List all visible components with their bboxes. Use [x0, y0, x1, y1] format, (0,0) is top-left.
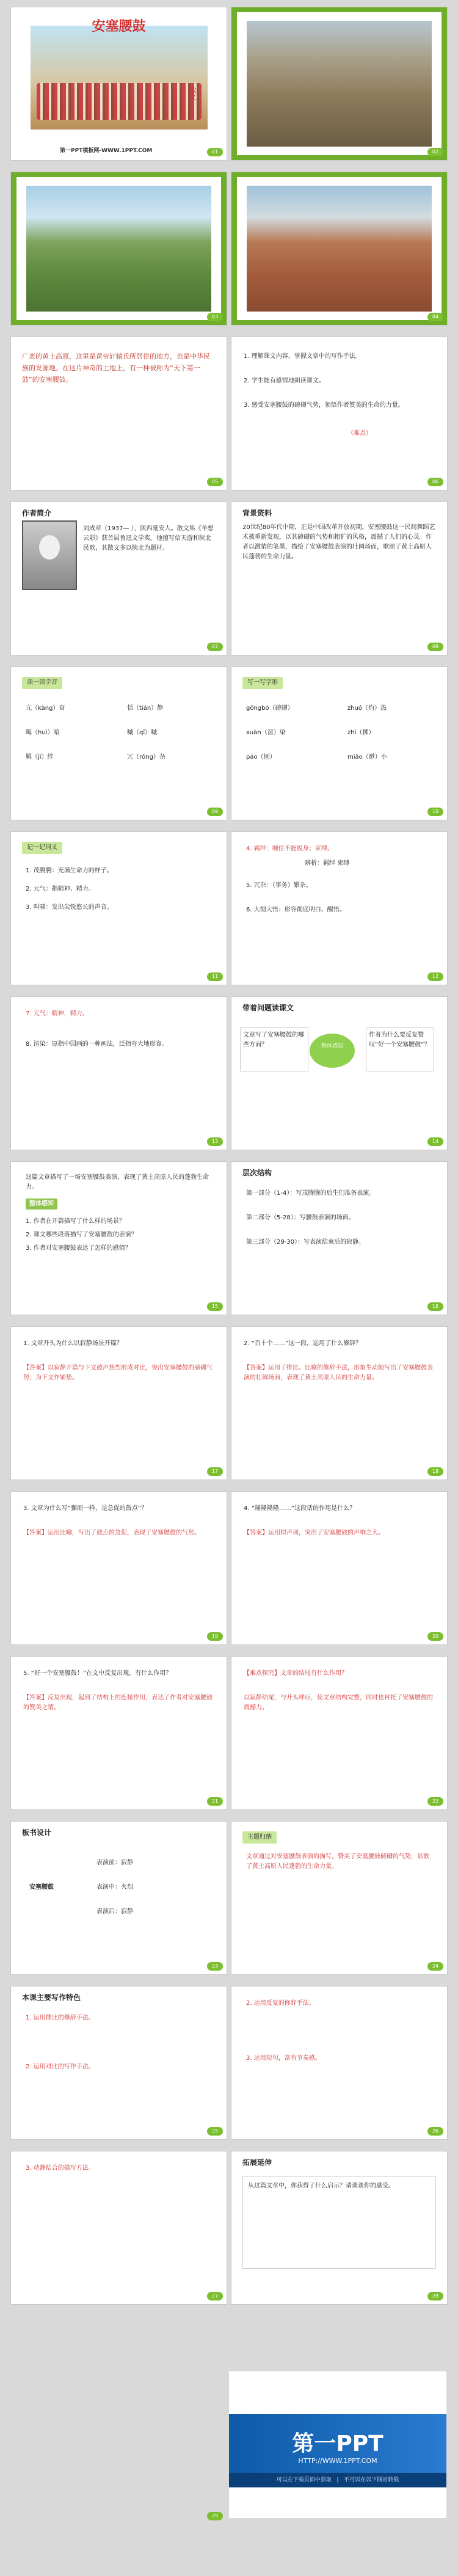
- page-number: 05: [207, 478, 223, 486]
- answer-text: 【答案】以寂静开篇与下文鼓声热烈形成对比，突出安塞腰鼓的磅礴气势，为下文作铺垫。: [23, 1365, 213, 1381]
- slide-features-3: [11, 2151, 227, 2304]
- vocab-4: 4. 羁绊：缠住不能脱身；束缚。: [246, 845, 333, 852]
- perception-q3: 3. 作者对安塞腰鼓表达了怎样的感情？: [26, 1245, 131, 1252]
- char-4: 嘁（qī）嘁: [127, 729, 158, 736]
- page-number: 21: [207, 1797, 223, 1806]
- char-6: 冗（rǒng）杂: [127, 754, 165, 761]
- goal-1: 1. 理解课文内容，掌握文章中的写作手法。: [244, 353, 362, 360]
- cover-photo: [31, 26, 208, 130]
- slide-features-2: [231, 1987, 447, 2139]
- slide-q6: [231, 1657, 447, 1809]
- slide-q4: [231, 1492, 447, 1644]
- goal-2: 2. 学生能有感情地朗读课文。: [244, 378, 325, 384]
- page-number: 02: [427, 148, 443, 156]
- cover-footer: 第一PPT模板网-WWW.1PPT.COM: [60, 148, 153, 154]
- word-1: gōngbó（磅礴）: [246, 705, 294, 712]
- structure-part-1: 第一部分（1-4）：写茂腾腾的后生们准备表演。: [246, 1190, 376, 1197]
- feature-4: 3. 运用短句，富有节奏感。: [246, 2055, 321, 2062]
- page-number: 24: [427, 1962, 443, 1971]
- slide-cover: [11, 7, 227, 160]
- strip-left: 可以在下载页面中获取: [276, 2477, 332, 2483]
- slide-background: [231, 502, 447, 655]
- question-1: 文章写了安塞腰鼓的哪些方面？: [243, 1032, 304, 1048]
- question-text: 1. 文章开头为什么以寂静场景开篇？: [23, 1340, 123, 1347]
- questions-heading: 带着问题读课文: [242, 1004, 294, 1012]
- page-number: 19: [207, 1632, 223, 1641]
- board-row-3: 表演后：寂静: [96, 1908, 133, 1915]
- page-number: 09: [207, 808, 223, 816]
- perception-q2: 2. 课文哪些段落描写了安塞腰鼓的表演？: [26, 1231, 137, 1238]
- char-5: 羁（jī）绊: [26, 754, 54, 761]
- center-bubble: 整体感知: [310, 1034, 355, 1068]
- page-number: 04: [427, 313, 443, 321]
- perception-intro: 这篇文章描写了一场安塞腰鼓表演，表现了黄土高原人民的蓬勃生命力。: [26, 1174, 209, 1191]
- page-number: 10: [427, 808, 443, 816]
- page-number: 13: [207, 1137, 223, 1146]
- structure-heading: 层次结构: [242, 1169, 272, 1177]
- landscape-photo: [26, 186, 211, 312]
- extension-heading: 拓展延伸: [242, 2158, 272, 2167]
- word-3: xuàn（渲）染: [246, 729, 286, 736]
- vocab-5: 5. 冗杂：（事务）繁杂。: [246, 882, 312, 889]
- question-text: 【难点探究】文章的结尾有什么作用？: [244, 1670, 347, 1677]
- page-number: 29: [207, 2512, 223, 2520]
- cover-subtitle: 散文: [189, 87, 197, 100]
- slide-perception: [11, 1162, 227, 1315]
- feature-2: 2. 运用对比的写作手法。: [26, 2063, 95, 2070]
- landscape-photo: [247, 21, 432, 147]
- slide-vocab-1: [11, 832, 227, 985]
- cover-title: 安塞腰鼓: [92, 19, 146, 34]
- vocab-7: 7. 元气：精神，精力。: [26, 1010, 89, 1017]
- logo-url: HTTP://WWW.1PPT.COM: [298, 2457, 377, 2465]
- vocab-label: 记一记词义: [22, 842, 62, 854]
- structure-part-2: 第二部分（5-28）：写腰鼓表演的场面。: [246, 1214, 355, 1221]
- author-heading: 作者简介: [22, 509, 52, 517]
- page-number: 18: [427, 1467, 443, 1476]
- slide-theme: [231, 1822, 447, 1974]
- features-heading: 本课主要写作特色: [22, 1993, 81, 2002]
- char-3: 晦（huì）暗: [26, 729, 60, 736]
- board-heading: 板书设计: [22, 1828, 52, 1837]
- page-number: 12: [427, 972, 443, 981]
- page-number: 08: [427, 643, 443, 651]
- goal-3: 3. 感受安塞腰鼓的磅礴气势，领悟作者赞美的生命的力量。: [244, 402, 404, 409]
- final-slide-area: [0, 2366, 458, 2525]
- question-text: 2. “百十个……”这一段，运用了什么修辞？: [244, 1340, 362, 1347]
- question-box-1: [240, 1027, 308, 1071]
- page-number: 11: [207, 972, 223, 981]
- page-number: 15: [207, 1302, 223, 1311]
- extension-box: [242, 2176, 436, 2269]
- slide-structure: [231, 1162, 447, 1315]
- vocab-note: 辨析：羁绊 束缚: [305, 860, 350, 867]
- question-box-2: [366, 1027, 434, 1071]
- logo-strip: 可以在下载页面中获取 | 不可以在以下网站转载: [229, 2473, 446, 2487]
- background-text: 20世纪80年代中期，正是中国改革开放初期，安塞腰鼓这一民间舞蹈艺术被重新发现，以其磅礴的气势和粗犷的风格，震撼了人们的心灵。作者以激情的笔墨，描绘了安塞腰鼓表演的壮阔场面，歌颂了黄土高原人民蓬勃的生命力量。: [242, 524, 435, 560]
- page-number: 28: [427, 2292, 443, 2301]
- page-number: 14: [427, 1137, 443, 1146]
- perception-q1: 1. 作者在开篇描写了什么样的场景？: [26, 1218, 125, 1225]
- vocab-8: 8. 渲染：原指中国画的一种画法，泛指夸大地形容。: [26, 1041, 168, 1048]
- answer-text: 【答案】反复出现，起到了结构上的连接作用，表达了作者对安塞腰鼓的赞美之情。: [23, 1695, 213, 1711]
- question-text: 5. “好一个安塞腰鼓！”在文中反复出现，有什么作用？: [23, 1670, 172, 1677]
- slide-features-1: [11, 1987, 227, 2139]
- board-center: 安塞腰鼓: [29, 1884, 54, 1891]
- slide-goals: [231, 337, 447, 490]
- word-4: zhì（掷）: [347, 729, 375, 736]
- slide-q5: [11, 1657, 227, 1809]
- page-number: 22: [427, 1797, 443, 1806]
- theme-text: 文章通过对安塞腰鼓表演的描写，赞美了安塞腰鼓磅礴的气势，讴歌了黄土高原人民蓬勃的生命力量。: [246, 1853, 429, 1870]
- answer-text: 【答案】运用比喻，写出了鼓点的急促，表现了安塞腰鼓的气势。: [23, 1530, 200, 1536]
- slide-vocab-2: [231, 832, 447, 985]
- perception-label: 整体感知: [26, 1199, 57, 1210]
- slide-writing: [231, 667, 447, 820]
- slide-vocab-3: [11, 997, 227, 1150]
- background-heading: 背景资料: [242, 509, 272, 517]
- board-row-1: 表演前：寂静: [96, 1859, 133, 1866]
- feature-3: 2. 运用反复的修辞手法。: [246, 2000, 315, 2007]
- page-number: 17: [207, 1467, 223, 1476]
- page-number: 27: [207, 2292, 223, 2301]
- question-text: 4. “隆隆隆隆……”这段话的作用是什么？: [244, 1505, 356, 1512]
- vocab-3: 3. 叫啸：发出尖锐悠长的声音。: [26, 904, 113, 911]
- word-5: páo（刨）: [246, 754, 276, 761]
- landscape-photo: [247, 186, 432, 312]
- slide-questions: [231, 997, 447, 1150]
- answer-text: 以寂静结尾，与开头呼应，使文章结构完整，同时也衬托了安塞腰鼓的震撼力。: [244, 1695, 433, 1711]
- logo-text: 第一PPT: [292, 2431, 383, 2456]
- question-2: 作者为什么要反复赞叹“好一个安塞腰鼓”？: [369, 1032, 431, 1048]
- page-number: 26: [427, 2127, 443, 2136]
- slide-extension: [231, 2151, 447, 2304]
- char-2: 恬（tián）静: [127, 705, 164, 712]
- question-text: 3. 文章为什么写“骤雨一样，是急促的鼓点”？: [23, 1505, 148, 1512]
- page-number: 03: [207, 313, 223, 321]
- board-row-2: 表演中：火烈: [96, 1884, 133, 1891]
- vocab-1: 1. 茂腾腾：充满生命力的样子。: [26, 867, 113, 874]
- slide-q1: [11, 1327, 227, 1480]
- char-1: 亢（kàng）奋: [26, 705, 65, 712]
- page-number: 07: [207, 643, 223, 651]
- strip-right: 不可以在以下网站转载: [344, 2477, 399, 2483]
- vocab-6: 6. 大彻大悟：形容彻底明白、醒悟。: [246, 907, 346, 913]
- page-number: 06: [427, 478, 443, 486]
- author-portrait: [22, 520, 77, 590]
- theme-label: 主题归纳: [242, 1831, 277, 1844]
- goal-note: （难点）: [347, 430, 372, 437]
- pronunciation-label: 读一读字音: [22, 677, 62, 689]
- slide-board: [11, 1822, 227, 1974]
- structure-part-3: 第三部分（29-30）：写表演结束后的寂静。: [246, 1239, 365, 1246]
- page-number: 23: [207, 1962, 223, 1971]
- vocab-2: 2. 元气：指精神、精力。: [26, 886, 95, 892]
- slide-author: [11, 502, 227, 655]
- slide-intro: [11, 337, 227, 490]
- slide-q3: [11, 1492, 227, 1644]
- logo-band: [229, 2414, 446, 2487]
- page-number: 01: [207, 148, 223, 156]
- word-2: zhuó（灼）热: [347, 705, 387, 712]
- author-text: 刘成章（1937— ），陕西延安人。散文集《羊想云彩》获首届鲁迅文学奖。他擅写信天游和陕北民歌，其散文多以陕北为题材。: [83, 525, 214, 552]
- word-6: miǎo（渺）小: [347, 754, 387, 761]
- slide-q2: [231, 1327, 447, 1480]
- slide-landscape-1: [231, 7, 447, 160]
- writing-label: 写一写字形: [242, 677, 283, 689]
- slide-pronunciation: [11, 667, 227, 820]
- page-number: 16: [427, 1302, 443, 1311]
- slide-landscape-2: [11, 172, 227, 325]
- final-slide: [229, 2371, 446, 2518]
- answer-text: 【答案】运用了排比、比喻的修辞手法，形象生动地写出了安塞腰鼓表演的壮阔场面，表现了黄土高原人民的生命力量。: [244, 1365, 433, 1381]
- slide-landscape-3: [231, 172, 447, 325]
- answer-text: 【答案】运用拟声词，突出了安塞腰鼓的声响之大。: [244, 1530, 384, 1536]
- intro-text: 广袤的黄土高原，这里是黄帝轩辕氏所居住的地方，也是中华民族的发源地。在这片神奇的土地上，有一种被称为“天下第一鼓”的安塞腰鼓。: [22, 352, 210, 384]
- page-number: 25: [207, 2127, 223, 2136]
- feature-1: 1. 运用排比的修辞手法。: [26, 2015, 95, 2021]
- feature-5: 3. 动静结合的描写方法。: [26, 2165, 95, 2172]
- page-number: 20: [427, 1632, 443, 1641]
- extension-text: 从这篇文章中，你获得了什么启示？请谈谈你的感受。: [248, 2183, 394, 2189]
